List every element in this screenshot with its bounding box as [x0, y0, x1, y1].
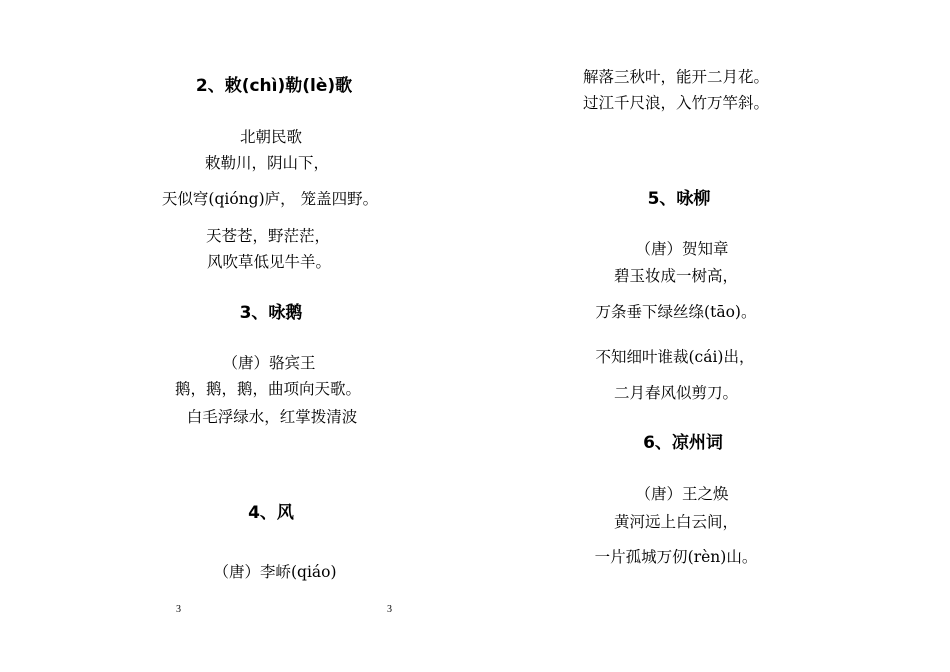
- poem-line-yong-liu-3: 不知细叶谁裁(cái)出，: [595, 348, 755, 366]
- poem-line-liangzhou-ci-1: 黄河远上白云间，: [613, 513, 739, 531]
- poem-title-yong-e: 3、咏鹅: [239, 303, 303, 323]
- page-number-right: 3: [387, 604, 392, 615]
- poem-title-liangzhou-ci: 6、凉州词: [643, 433, 723, 453]
- poem-title-feng: 4、风: [248, 503, 294, 523]
- page-number-left: 3: [176, 604, 181, 615]
- poem-line-feng-2: 过江千尺浪，入竹万竿斜。: [582, 94, 770, 112]
- poem-line-chile-ge-2: 天似穹(qióng)庐， 笼盖四野。: [161, 190, 379, 208]
- poem-author-yong-liu: （唐）贺知章: [635, 240, 729, 258]
- poem-line-chile-ge-4: 风吹草低见牛羊。: [206, 253, 332, 271]
- poem-line-chile-ge-3: 天苍苍，野茫茫，: [205, 227, 331, 245]
- poem-author-feng: （唐）李峤(qiáo): [213, 563, 337, 581]
- poem-line-yong-e-2: 白毛浮绿水，红掌拨清波: [186, 408, 358, 426]
- poem-line-yong-e-1: 鹅，鹅，鹅，曲项向天歌。: [174, 380, 362, 398]
- poem-title-chile-ge: 2、敕(chì)勒(lè)歌: [195, 76, 353, 96]
- poem-author-yong-e: （唐）骆宾王: [222, 354, 316, 372]
- poem-author-chile-ge: 北朝民歌: [239, 128, 303, 146]
- poem-line-yong-liu-2: 万条垂下绿丝绦(tāo)。: [595, 303, 757, 321]
- poem-line-feng-1: 解落三秋叶，能开二月花。: [582, 68, 770, 86]
- poem-line-yong-liu-1: 碧玉妆成一树高，: [613, 267, 739, 285]
- poem-author-liangzhou-ci: （唐）王之焕: [635, 485, 729, 503]
- poem-line-chile-ge-1: 敕勒川，阴山下，: [204, 154, 330, 172]
- poem-line-yong-liu-4: 二月春风似剪刀。: [613, 384, 739, 402]
- poem-line-liangzhou-ci-2: 一片孤城万仞(rèn)山。: [594, 548, 758, 566]
- poem-title-yong-liu: 5、咏柳: [647, 189, 711, 209]
